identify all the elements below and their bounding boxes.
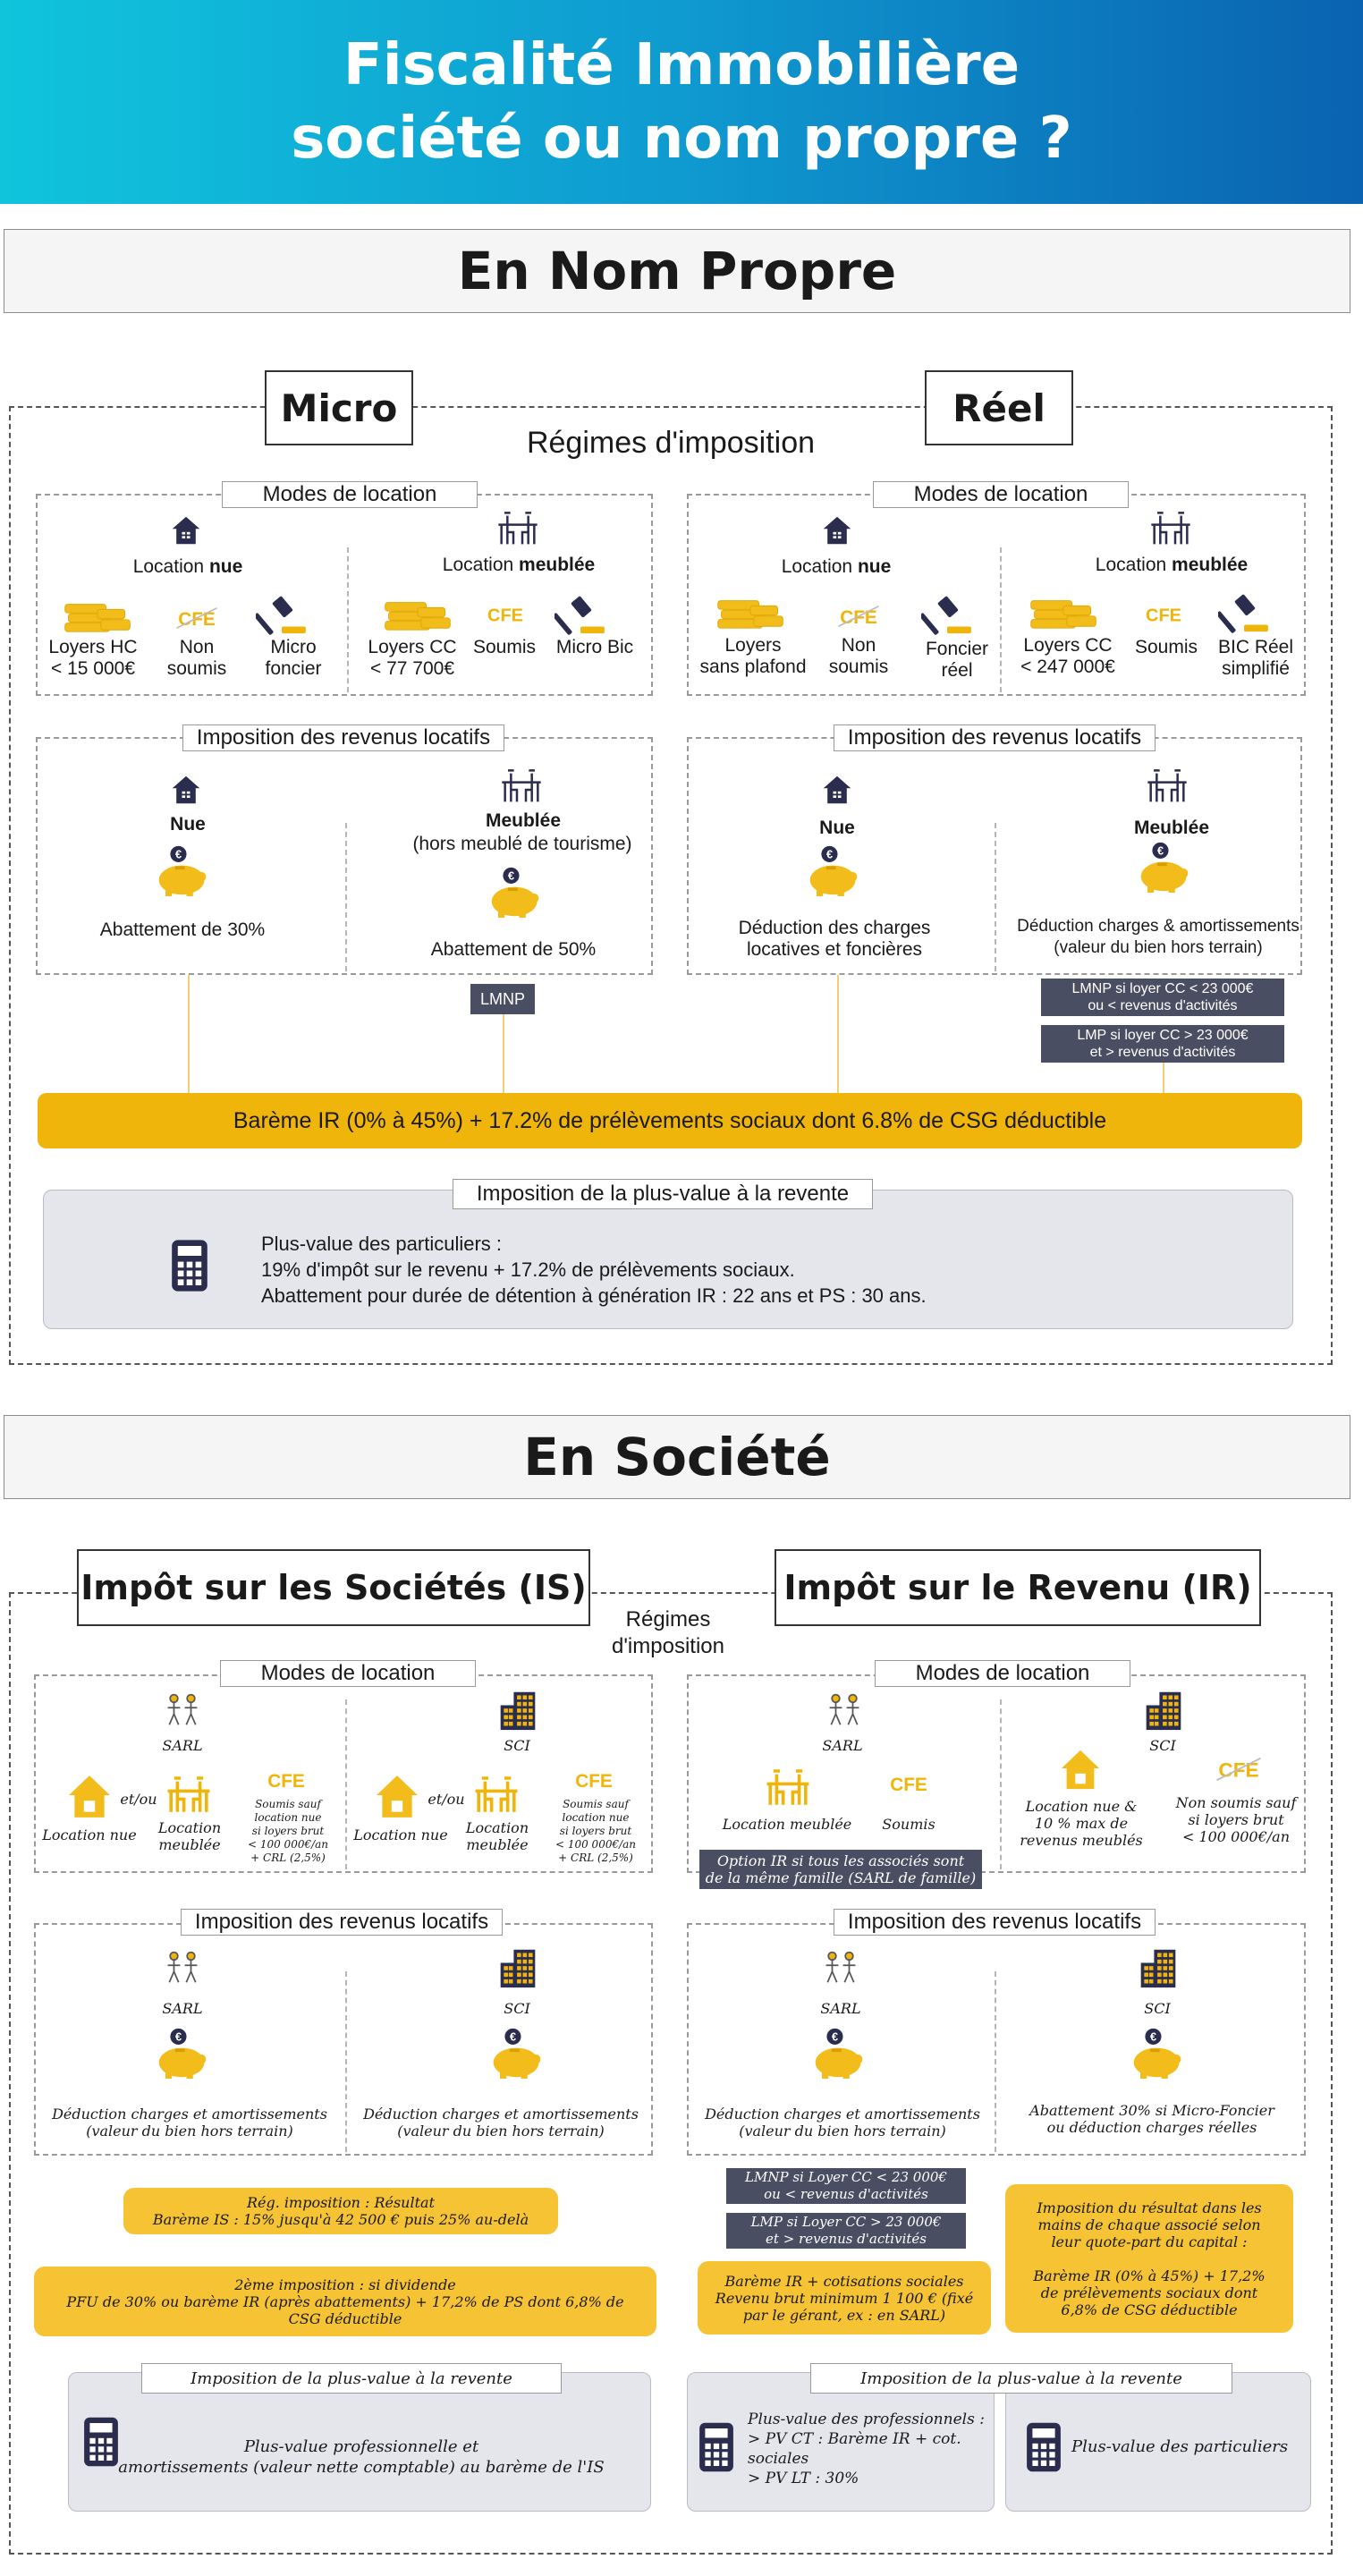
is-deduction-sarl: Déduction charges et amortissements (valeur du bien hors terrain) [52,2106,327,2140]
coins-icon [1029,594,1098,631]
is-cfe-note: Soumis sauf location nue si loyers brut < 100 000€/an + CRL (2,5%) [555,1798,637,1864]
reel-imp-nue: Nue [819,818,855,838]
section-title-societe: En Société [4,1415,1350,1499]
coins-icon [63,597,132,635]
hero-title-line1: Fiscalité Immobilière [343,32,1020,98]
lmp-condition-badge: LMP si loyer CC > 23 000€ et > revenus d'activités [1041,1025,1284,1063]
coins-icon [383,596,453,633]
divider [995,823,996,971]
lmnp-condition-badge: LMNP si loyer CC < 23 000€ ou < revenus d'activités [1041,979,1284,1016]
house-icon [374,1773,420,1819]
location-meublee-label: Location meublée [442,555,596,575]
reel-imposition-label: Imposition des revenus locatifs [834,724,1156,751]
ir-plus-value-pro-text: Plus-value des professionnels : > PV CT : Barème IR + cot. sociales > PV LT : 30% [748,2411,985,2487]
ir-non-soumis: Non soumis sauf si loyers brut < 100 000€/an [1175,1794,1297,1845]
is-deduction-sci: Déduction charges et amortissements (valeur du bien hors terrain) [363,2106,639,2140]
furniture-icon [1145,766,1189,805]
is-loc-meublee: Location meublée [157,1819,222,1853]
ir-deduction-sci: Abattement 30% si Micro-Foncier ou déduction charges réelles [1029,2102,1274,2136]
ir-plus-value-label: Imposition de la plus-value à la revente [810,2363,1232,2394]
is-plus-value-label: Imposition de la plus-value à la revente [141,2363,562,2394]
ir-imposition-label: Imposition des revenus locatifs [834,1909,1156,1936]
cfe-icon [483,601,528,628]
bareme-ir-bar: Barème IR (0% à 45%) + 17.2% de prélèvements sociaux dont 6.8% de CSG déductible [38,1093,1302,1148]
is-dividende-box: 2ème imposition : si dividende PFU de 30% ou barème IR (après abattements) + 17,2% de PS dont 6,8% de CSG déductible [34,2267,656,2336]
people-icon [163,1950,202,1984]
ir-lmp-badge: LMP si Loyer CC > 23 000€ et > revenus d'activités [726,2213,966,2249]
ir-loc-nue: Location nue & 10 % max de revenus meublés [1020,1798,1143,1849]
location-meublee-label: Location meublée [1095,555,1249,575]
piggy-bank-icon [810,2027,868,2079]
is-loc-nue: Location nue [42,1826,137,1843]
pv-line: Plus-value des particuliers : [261,1233,503,1255]
sci-label: SCI [1144,2000,1171,2017]
ir-modes-label: Modes de location [875,1660,1130,1687]
micro-imp-meublee-sub: (hors meublé de tourisme) [412,834,632,854]
section-title-nom-propre: En Nom Propre [4,229,1350,313]
tag-is: Impôt sur les Sociétés (IS) [77,1549,590,1626]
divider [995,1971,996,2152]
reel-item-non-soumis: Non soumis [828,635,889,677]
piggy-bank-icon [1129,2027,1186,2079]
tag-reel: Réel [925,370,1073,445]
reel-item-loyers: Loyers sans plafond [699,635,807,677]
cfe-icon [1141,601,1186,628]
is-imposition-label: Imposition des revenus locatifs [181,1909,503,1936]
cfe-crossed-icon [1213,1755,1265,1784]
coins-icon [715,594,785,631]
sci-label: SCI [504,1737,530,1754]
house-icon [66,1773,113,1819]
pv-line: Abattement pour durée de détention à génération IR : 22 ans et PS : 30 ans. [261,1284,927,1307]
piggy-bank-icon [805,844,862,896]
ir-soumis: Soumis [882,1816,935,1833]
regimes-title: Régimes d'imposition [526,426,816,460]
lmnp-badge: LMNP [470,984,535,1014]
cfe-icon [885,1769,932,1798]
reel-deduction-meublee: Déduction charges & amortissements (valeur du bien hors terrain) [1017,917,1300,957]
regimes-title: Régimes d'imposition [612,1607,724,1658]
hero-title-line2: société ou nom propre ? [291,106,1072,172]
piggy-bank-icon [1136,841,1193,893]
ir-deduction-sarl: Déduction charges et amortissements (valeur du bien hors terrain) [705,2106,980,2140]
sarl-label: SARL [162,2000,203,2017]
gavel-icon [256,594,308,637]
location-nue-label: Location nue [132,556,243,577]
piggy-bank-icon [154,844,211,896]
people-icon [163,1692,202,1726]
location-nue-label: Location nue [781,556,892,577]
is-plus-value-text: Plus-value professionnelle et amortissements (valeur nette comptable) au barème de l'IS [118,2437,605,2477]
micro-modes-label: Modes de location [222,481,478,508]
sci-label: SCI [504,2000,530,2017]
calculator-icon [1025,2420,1062,2474]
tag-micro: Micro [265,370,413,445]
house-icon [170,513,202,547]
furniture-icon [472,1775,521,1814]
divider [345,1699,347,1869]
sarl-label: SARL [820,2000,861,2017]
reel-item-foncier-reel: Foncier réel [925,639,989,681]
furniture-icon [165,1775,213,1814]
divider [347,547,349,692]
divider [1000,1699,1002,1869]
reel-item-loyers-cc: Loyers CC < 247 000€ [1020,635,1115,677]
divider [345,823,347,971]
cfe-crossed-icon [174,605,220,631]
is-regime-box: Rég. imposition : Résultat Barème IS : 15% jusqu'à 42 500 € puis 25% au-delà [123,2188,558,2234]
gavel-icon [555,594,606,637]
plus-value-text [261,1231,927,1309]
ir-option-badge: Option IR si tous les associés sont de la même famille (SARL de famille) [699,1850,982,1889]
building-icon [1138,1946,1179,1989]
micro-item-non-soumis: Non soumis [166,637,227,679]
et-ou-label: et/ou [428,1791,465,1808]
micro-item-micro-foncier: Micro foncier [265,637,322,679]
micro-abattement-30: Abattement de 30% [99,919,266,940]
furniture-icon [1148,508,1193,547]
people-icon [825,1692,864,1726]
connector-line [837,975,839,1093]
micro-imposition-label: Imposition des revenus locatifs [182,724,504,751]
house-icon [1059,1748,1102,1791]
connector-line [188,975,190,1093]
furniture-icon [764,1767,812,1807]
tag-ir: Impôt sur le Revenu (IR) [775,1549,1261,1626]
sarl-label: SARL [822,1737,863,1754]
micro-item-loyers-hc: Loyers HC < 15 000€ [48,637,138,679]
connector-line [1163,1063,1164,1093]
sarl-label: SARL [162,1737,203,1754]
calculator-icon [698,2420,735,2474]
is-loc-meublee: Location meublée [465,1819,529,1853]
micro-abattement-50: Abattement de 50% [430,939,597,960]
furniture-icon [499,766,544,805]
micro-imp-nue: Nue [170,814,206,835]
ir-bareme-sarl-box: Barème IR + cotisations sociales Revenu brut minimum 1 100 € (fixé par le gérant, ex : en SARL) [698,2261,991,2334]
connector-line [503,1014,504,1093]
people-icon [821,1950,860,1984]
reel-deduction-nue: Déduction des charges locatives et foncières [738,918,931,960]
cfe-icon [263,1766,309,1794]
hero-banner [0,0,1363,204]
house-icon [821,773,853,807]
piggy-bank-icon [488,2027,546,2079]
ir-loc-meublee: Location meublée [722,1816,852,1833]
micro-item-micro-bic: Micro Bic [555,637,634,657]
furniture-icon [495,508,540,547]
reel-modes-label: Modes de location [873,481,1129,508]
et-ou-label: et/ou [120,1791,157,1808]
building-icon [1143,1689,1184,1732]
house-icon [821,513,853,547]
reel-item-soumis: Soumis [1134,637,1198,657]
cfe-icon [571,1766,617,1794]
piggy-bank-icon [487,866,544,918]
pv-line: 19% d'impôt sur le revenu + 17.2% de prélèvements sociaux. [261,1258,795,1281]
gavel-icon [921,594,973,637]
is-cfe-note: Soumis sauf location nue si loyers brut < 100 000€/an + CRL (2,5%) [247,1798,329,1864]
house-icon [170,773,202,807]
reel-item-bic-reel: BIC Réel simplifié [1217,637,1294,679]
gavel-icon [1218,592,1270,635]
is-loc-nue: Location nue [353,1826,448,1843]
calculator-icon [170,1238,209,1293]
sci-label: SCI [1149,1737,1176,1754]
micro-imp-meublee: Meublée [485,810,562,831]
micro-item-loyers-cc: Loyers CC < 77 700€ [368,637,457,679]
building-icon [497,1946,538,1989]
cfe-crossed-icon [835,603,882,630]
micro-item-soumis: Soumis [472,637,537,657]
plus-value-label: Imposition de la plus-value à la revente [453,1179,873,1209]
divider [345,1971,347,2152]
ir-lmnp-badge: LMNP si Loyer CC < 23 000€ ou < revenus d'activités [726,2168,966,2204]
ir-plus-value-part-text: Plus-value des particuliers [1071,2437,1289,2456]
building-icon [497,1689,538,1732]
piggy-bank-icon [154,2027,211,2079]
is-modes-label: Modes de location [220,1660,476,1687]
ir-bareme-sci-box: Imposition du résultat dans les mains de chaque associé selon leur quote-part du capital : Barème IR (0% à 45%) + 17,2% de prélèvements sociaux dont 6,8% de CSG déductible [1005,2184,1293,2333]
reel-imp-meublee: Meublée [1133,818,1210,838]
